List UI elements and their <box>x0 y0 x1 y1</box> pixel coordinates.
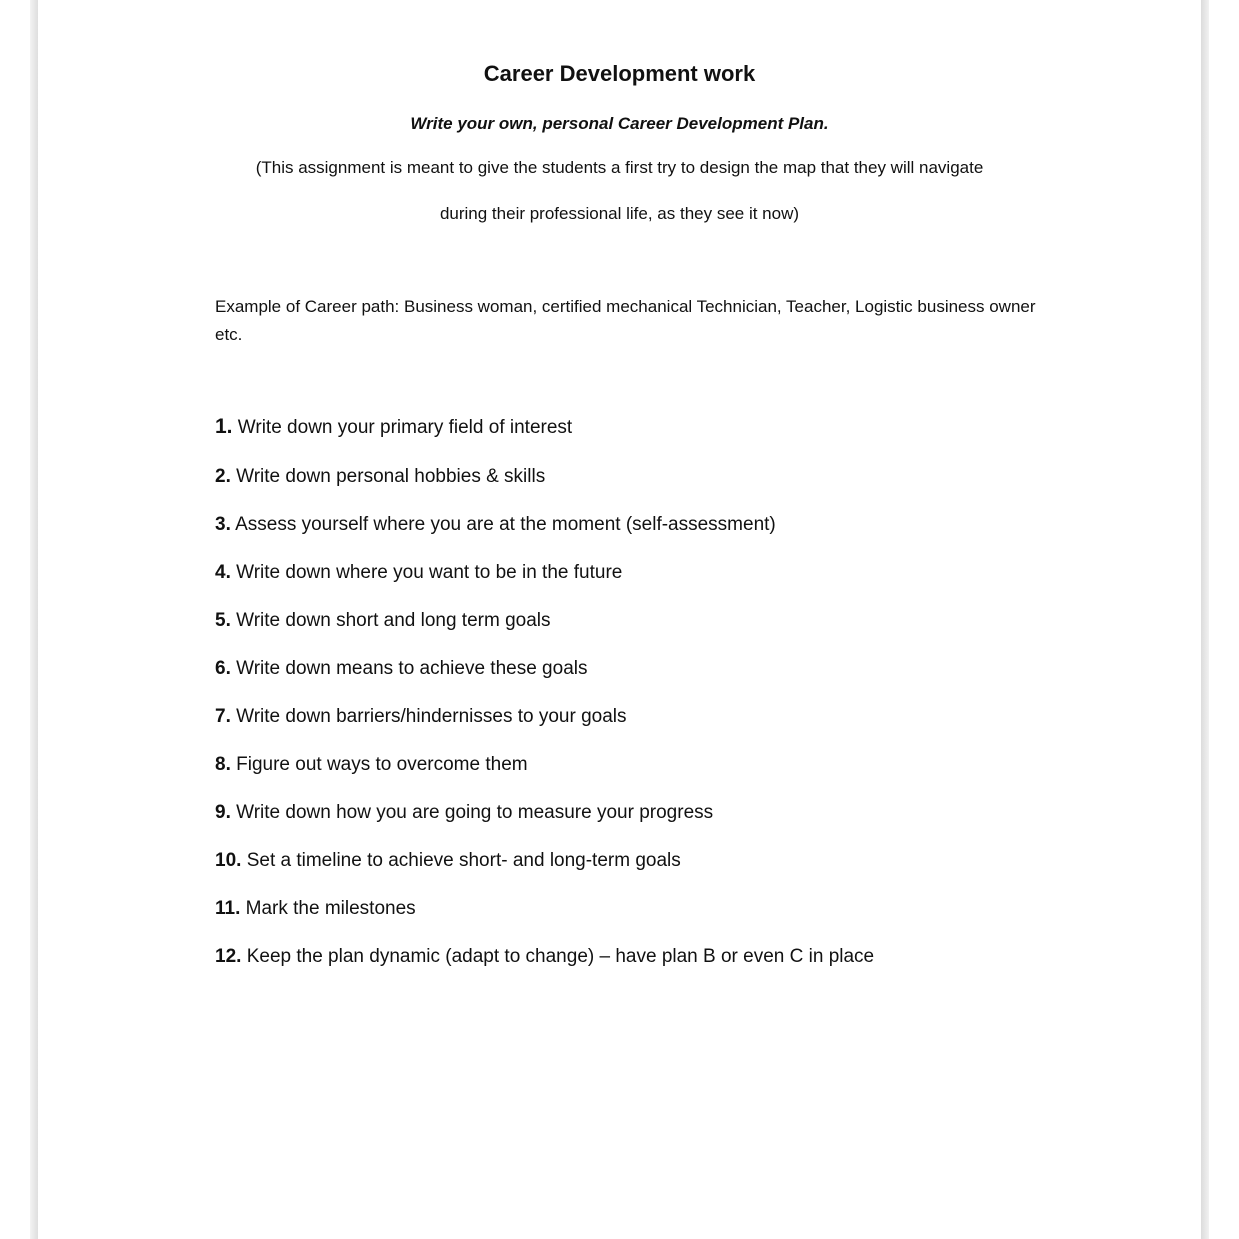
step-number: 10. <box>215 850 242 871</box>
assignment-note-line-2: during their professional life, as they see it now) <box>439 204 800 223</box>
step-text: Set a timeline to achieve short- and long-term goals <box>246 850 681 871</box>
steps-list <box>215 413 1115 991</box>
step-item <box>215 607 1115 655</box>
page-right-edge <box>1201 0 1209 1239</box>
step-text: Write down personal hobbies & skills <box>236 466 546 487</box>
page-left-edge <box>30 0 38 1239</box>
step-text: Write down where you want to be in the future <box>236 562 623 583</box>
step-number: 9. <box>215 802 231 823</box>
step-text: Assess yourself where you are at the moment (self-assessment) <box>235 514 776 535</box>
step-item <box>215 463 1115 511</box>
step-number: 7. <box>215 706 231 727</box>
step-number: 2. <box>215 466 231 487</box>
career-path-example: Example of Career path: Business woman, certified mechanical Technician, Teacher, Logistic business owner etc. <box>215 297 1036 344</box>
step-item <box>215 751 1115 799</box>
step-text: Write down how you are going to measure your progress <box>236 802 714 823</box>
step-item <box>215 799 1115 847</box>
assignment-note-line-1: (This assignment is meant to give the students a first try to design the map that they will navigate <box>255 158 984 177</box>
step-item <box>215 559 1115 607</box>
step-text: Write down barriers/hindernisses to your goals <box>236 706 627 727</box>
step-text: Mark the milestones <box>245 898 416 919</box>
step-number: 11. <box>215 898 241 919</box>
step-number: 1. <box>215 415 233 438</box>
step-number: 5. <box>215 610 231 631</box>
step-item <box>215 895 1115 943</box>
step-number: 6. <box>215 658 231 679</box>
step-text: Write down means to achieve these goals <box>236 658 588 679</box>
document-subtitle: Write your own, personal Career Development Plan. <box>410 114 829 133</box>
step-item <box>215 413 1115 463</box>
step-item <box>215 847 1115 895</box>
step-number: 3. <box>215 514 231 535</box>
step-text: Write down your primary field of interest <box>237 417 573 438</box>
step-text: Figure out ways to overcome them <box>236 754 528 775</box>
step-number: 12. <box>215 946 242 967</box>
document-page <box>38 0 1201 1239</box>
step-number: 4. <box>215 562 231 583</box>
step-item <box>215 511 1115 559</box>
step-item <box>215 943 1115 991</box>
step-text: Write down short and long term goals <box>236 610 551 631</box>
step-text: Keep the plan dynamic (adapt to change) – have plan B or even C in place <box>246 946 875 967</box>
document-title: Career Development work <box>483 61 756 86</box>
step-item <box>215 655 1115 703</box>
step-number: 8. <box>215 754 231 775</box>
step-item <box>215 703 1115 751</box>
